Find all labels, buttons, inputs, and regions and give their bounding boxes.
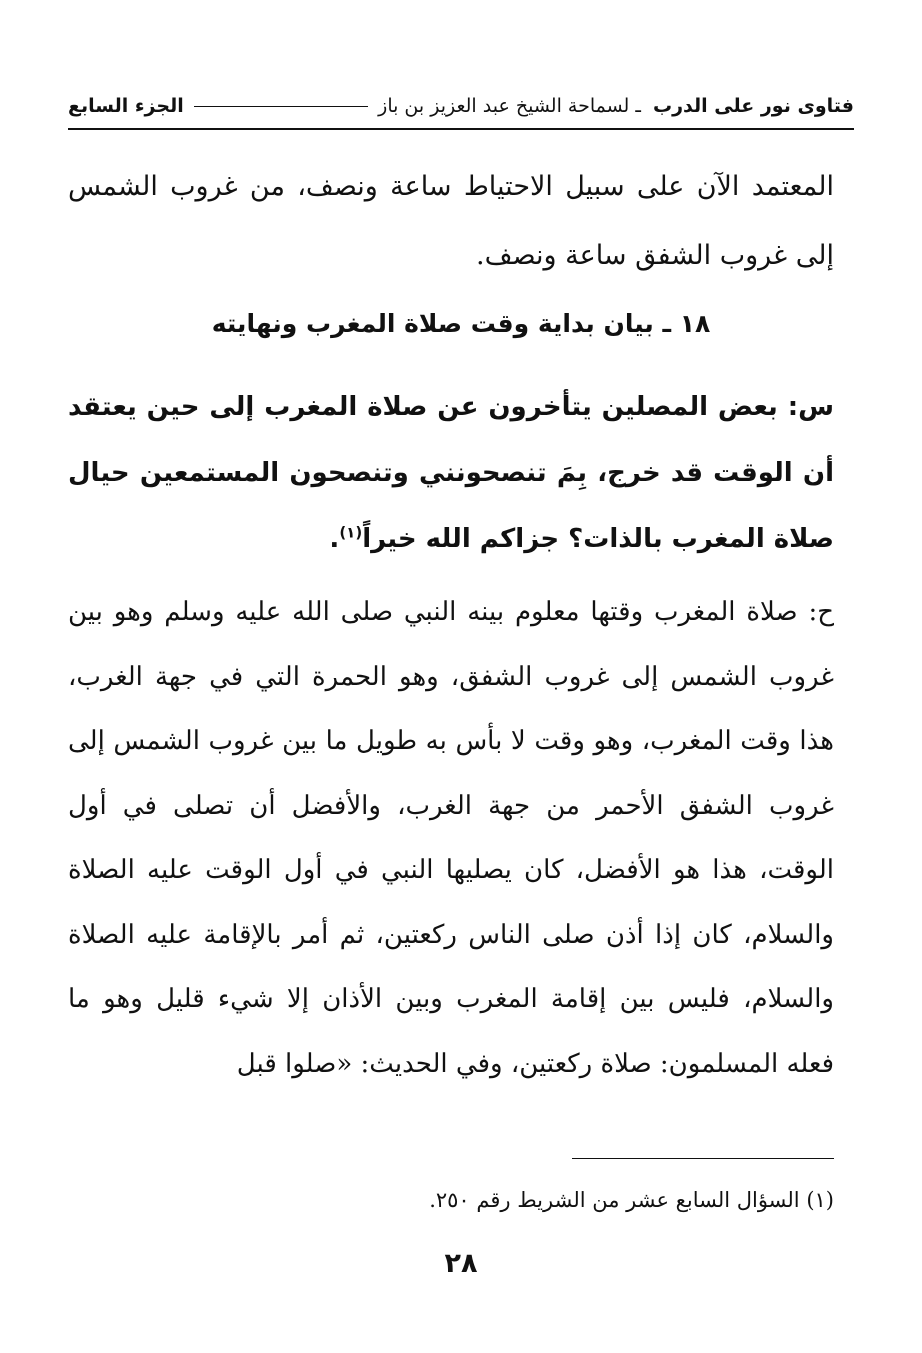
header-rule	[194, 106, 368, 107]
page-number: ٢٨	[444, 1248, 478, 1279]
footnote-separator	[572, 1158, 834, 1159]
footnote-marker: (١)	[339, 523, 363, 542]
question-end-punct: .	[329, 524, 340, 554]
volume-label: الجزء السابع	[68, 95, 184, 117]
question-paragraph	[68, 374, 834, 572]
question-text: س: بعض المصلين يتأخرون عن صلاة المغرب إلى حين يعتقد أن الوقت قد خرج، بِمَ تنصحونني وتنصحون المستمعين حيال صلاة المغرب بالذات؟ جزاكم الله خيراً	[68, 392, 834, 554]
footnote: (١) السؤال السابع عشر من الشريط رقم ٢٥٠.	[429, 1188, 834, 1212]
header-text	[378, 95, 854, 117]
book-title: فتاوى نور على الدرب	[653, 95, 854, 117]
running-header	[68, 88, 854, 130]
section-title: ١٨ ـ بيان بداية وقت صلاة المغرب ونهايته	[211, 309, 711, 338]
continuation-paragraph: المعتمد الآن على سبيل الاحتياط ساعة ونصف، من غروب الشمس إلى غروب الشفق ساعة ونصف.	[68, 171, 834, 271]
author-credit: ـ لسماحة الشيخ عبد العزيز بن باز	[378, 95, 641, 117]
answer-paragraph: ح: صلاة المغرب وقتها معلوم بينه النبي صلى الله عليه وسلم وهو بين غروب الشمس إلى غروب الشفق، وهو الحمرة التي في جهة الغرب، هذا وقت المغرب، وهو وقت لا بأس به طويل ما بين غروب الشمس إلى غروب الشفق الأحمر من جهة الغرب، والأفضل أن تصلى في أول الوقت، هذا هو الأفضل، كان يصليها النبي في أول الوقت عليه الصلاة والسلام، كان إذا أذن صلى الناس ركعتين، ثم أمر بالإقامة عليه الصلاة والسلام، فليس بين إقامة المغرب وبين الأذان إلا شيء قليل وهو ما فعله المسلمون: صلاة ركعتين، وفي الحديث: «صلوا قبل	[68, 597, 834, 1079]
